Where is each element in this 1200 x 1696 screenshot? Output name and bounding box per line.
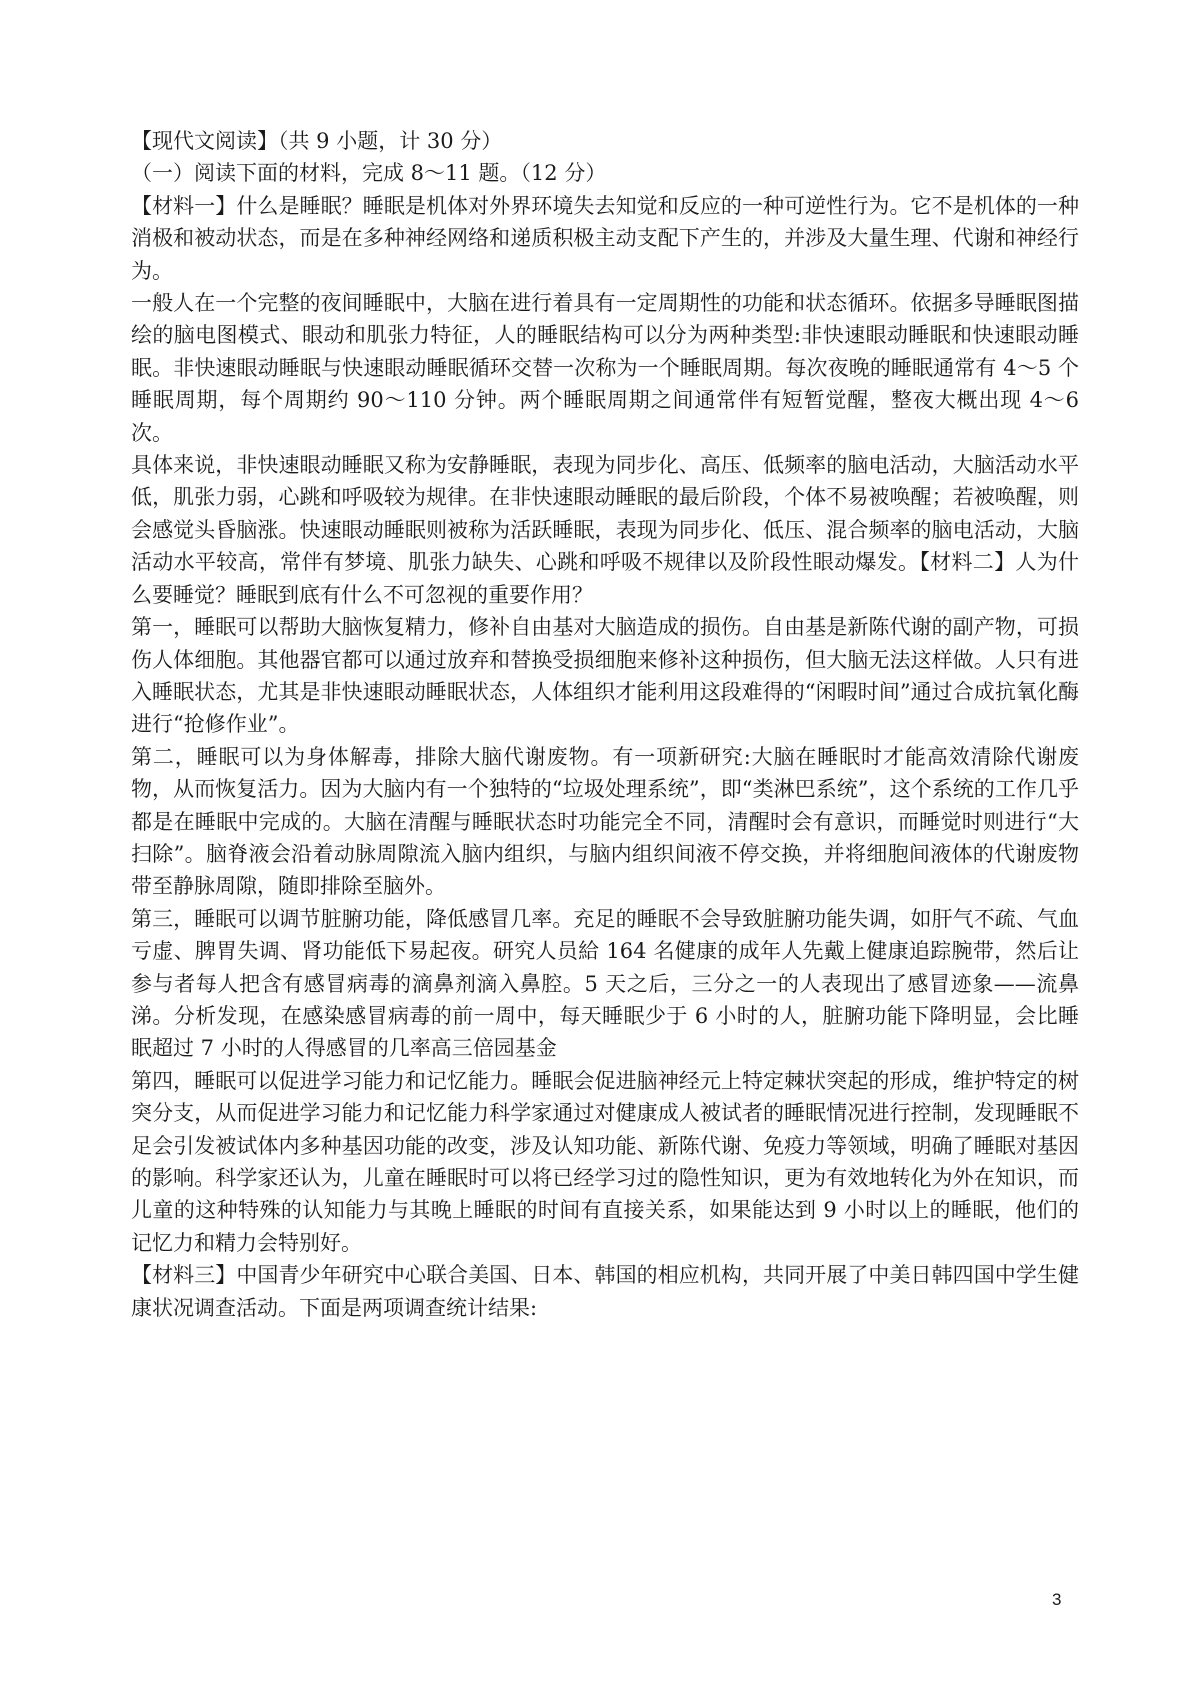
section-heading: 【现代文阅读】（共 9 小题，计 30 分） bbox=[131, 129, 503, 153]
function-one-paragraph: 第一，睡眠可以帮助大脑恢复精力，修补自由基对大脑造成的损伤。自由基是新陈代谢的副产物，可损伤人体细胞。其他器官都可以通过放弃和替换受损细胞来修补这种损伤，但大脑无法这样做。人只有进入睡眠状态，尤其是非快速眼动睡眠状态，人体组织才能利用这段难得的“闲暇时间”通过合成抗氧化酶进行“抢修作业”。 bbox=[131, 615, 1079, 737]
material-one-paragraph: 【材料一】什么是睡眠？睡眠是机体对外界环境失去知觉和反应的一种可逆性行为。它不是机体的一种消极和被动状态，而是在多种神经网络和递质积极主动支配下产生的，并涉及大量生理、代谢和神经行为。 bbox=[131, 193, 1079, 283]
subsection-heading: （一）阅读下面的材料，完成 8～11 题。（12 分） bbox=[131, 161, 607, 186]
sleep-types-paragraph: 具体来说，非快速眼动睡眠又称为安静睡眠，表现为同步化、高压、低频率的脑电活动，大脑活动水平低，肌张力弱，心跳和呼吸较为规律。在非快速眼动睡眠的最后阶段，个体不易被唤醒；若被唤醒，则会感觉头昏脑涨。快速眼动睡眠则被称为活跃睡眠，表现为同步化、低压、混合频率的脑电活动，大脑活动水平较高，常伴有梦境、肌张力缺失、心跳和呼吸不规律以及阶段性眼动爆发。【材料二】人为什么要睡觉？睡眠到底有什么不可忽视的重要作用？ bbox=[131, 453, 1079, 607]
function-four-paragraph: 第四，睡眠可以促进学习能力和记忆能力。睡眠会促进脑神经元上特定棘状突起的形成，维护特定的树突分支，从而促进学习能力和记忆能力科学家通过对健康成人被试者的睡眠情况进行控制，发现睡眠不足会引发被试体内多种基因功能的改变，涉及认知功能、新陈代谢、免疫力等领域，明确了睡眠对基因的影响。科学家还认为，儿童在睡眠时可以将已经学习过的隐性知识，更为有效地转化为外在知识，而儿童的这种特殊的认知能力与其晚上睡眠的时间有直接关系，如果能达到 9 小时以上的睡眠，他们的记忆力和精力会特别好。 bbox=[131, 1068, 1079, 1255]
sleep-cycle-paragraph: 一般人在一个完整的夜间睡眠中，大脑在进行着具有一定周期性的功能和状态循环。依据多导睡眠图描绘的脑电图模式、眼动和肌张力特征，人的睡眠结构可以分为两种类型:非快速眼动睡眠和快速眼动睡眠。非快速眼动睡眠与快速眼动睡眠循环交替一次称为一个睡眠周期。每次夜晚的睡眠通常有 4～5 个睡眠周期，每个周期约 90～110 分钟。两个睡眠周期之间通常伴有短暂觉醒，整夜大概出现 4～6 次。 bbox=[131, 291, 1079, 445]
material-three-paragraph: 【材料三】中国青少年研究中心联合美国、日本、韩国的相应机构，共同开展了中美日韩四国中学生健康状况调查活动。下面是两项调查统计结果: bbox=[131, 1263, 1079, 1320]
page-number: 3 bbox=[1052, 1590, 1062, 1609]
document-body bbox=[131, 125, 1079, 1324]
function-three-paragraph: 第三，睡眠可以调节脏腑功能，降低感冒几率。充足的睡眠不会导致脏腑功能失调，如肝气不疏、气血亏虚、脾胃失调、肾功能低下易起夜。研究人员給 164 名健康的成年人先戴上健康追踪腕带，然后让参与者每人把含有感冒病毒的滴鼻剂滴入鼻腔。5 天之后，三分之一的人表现出了感冒迹象——流鼻涕。分析发现，在感染感冒病毒的前一周中，每天睡眠少于 6 小时的人，脏腑功能下降明显，会比睡眠超过 7 小时的人得感冒的几率高三倍园基金 bbox=[131, 906, 1079, 1061]
function-two-paragraph: 第二，睡眠可以为身体解毒，排除大脑代谢废物。有一项新研究:大脑在睡眠时才能高效清除代谢废物，从而恢复活力。因为大脑内有一个独特的“垃圾处理系统”，即“类淋巴系统”，这个系统的工作几乎都是在睡眠中完成的。大脑在清醒与睡眠状态时功能完全不同，清醒时会有意识，而睡觉时则进行“大扫除”。脑脊液会沿着动脉周隙流入脑内组织，与脑内组织间液不停交换，并将细胞间液体的代谢废物带至静脉周隙，随即排除至脑外。 bbox=[131, 744, 1079, 899]
